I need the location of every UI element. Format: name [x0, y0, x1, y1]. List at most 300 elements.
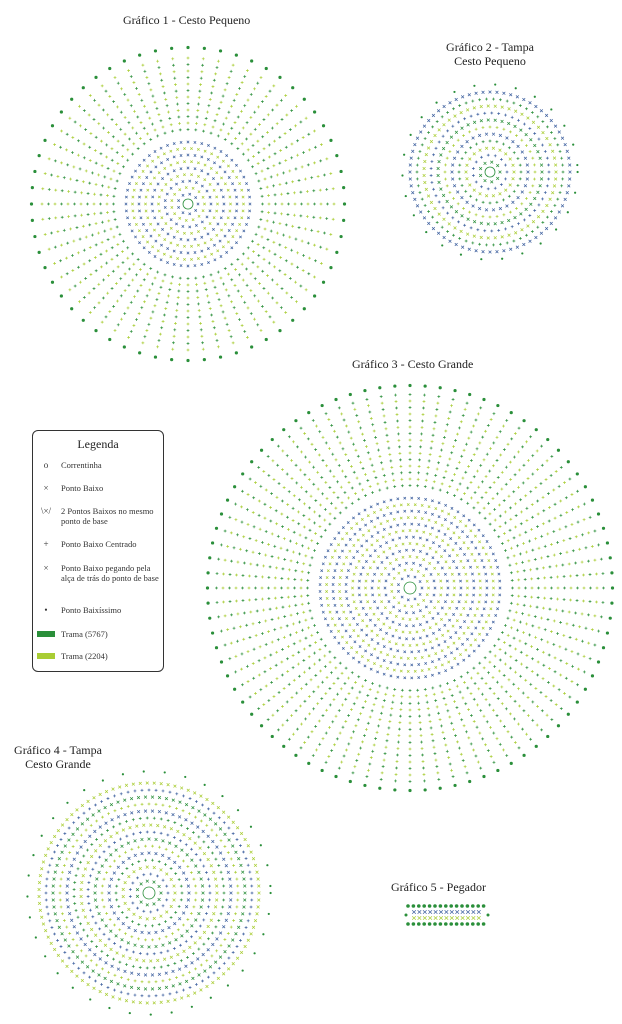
stitch-mark	[61, 932, 64, 935]
stitch-mark	[132, 818, 135, 821]
stitch-mark	[475, 419, 478, 422]
stitch-mark	[79, 168, 82, 171]
stitch-mark	[506, 205, 509, 208]
stitch-mark	[568, 478, 571, 481]
stitch-mark	[392, 479, 395, 482]
stitch-mark	[63, 864, 66, 867]
stitch-mark	[146, 111, 149, 114]
stitch-mark	[534, 537, 537, 540]
stitch-mark	[560, 157, 563, 160]
legend	[32, 430, 164, 672]
slip-stitch-mark	[211, 631, 214, 634]
stitch-mark	[559, 674, 562, 677]
stitch-mark	[456, 467, 459, 470]
stitch-mark	[340, 761, 343, 764]
stitch-mark	[423, 394, 426, 397]
stitch-mark	[531, 185, 534, 188]
stitch-mark	[493, 481, 496, 484]
stitch-mark	[295, 692, 298, 695]
stitch-mark	[141, 945, 144, 948]
stitch-mark	[142, 223, 144, 225]
stitch-mark	[227, 932, 230, 935]
stitch-mark	[114, 329, 117, 332]
stitch-mark	[207, 104, 210, 107]
stitch-mark	[436, 402, 439, 405]
stitch-mark	[519, 177, 522, 180]
stitch-mark	[102, 279, 105, 282]
stitch-mark	[540, 557, 543, 560]
stitch-mark	[548, 171, 551, 174]
stitch-mark	[67, 215, 70, 218]
stitch-mark	[237, 892, 240, 895]
stitch-mark	[412, 536, 414, 538]
stitch-mark	[364, 679, 367, 682]
stitch-mark	[329, 470, 332, 473]
stitch-mark	[481, 480, 484, 483]
stitch-mark	[330, 749, 333, 752]
stitch-mark	[250, 878, 253, 881]
stitch-mark	[360, 601, 362, 603]
stitch-mark	[540, 535, 543, 538]
stitch-mark	[529, 138, 532, 141]
stitch-mark	[223, 203, 225, 205]
stitch-mark	[364, 700, 367, 703]
stitch-mark	[509, 564, 512, 567]
stitch-mark	[203, 203, 205, 205]
stitch-mark	[269, 90, 272, 93]
stitch-mark	[419, 593, 421, 595]
stitch-mark	[101, 321, 104, 324]
slip-stitch-mark	[26, 895, 28, 897]
stitch-mark	[489, 447, 492, 450]
stitch-mark	[61, 216, 64, 219]
stitch-mark	[88, 114, 91, 117]
stitch-mark	[159, 73, 162, 76]
stitch-mark	[550, 131, 553, 134]
stitch-mark	[466, 687, 469, 690]
stitch-mark	[115, 849, 118, 852]
stitch-mark	[146, 880, 149, 883]
stitch-mark	[407, 575, 409, 577]
stitch-mark	[187, 102, 190, 105]
stitch-mark	[236, 203, 238, 205]
stitch-mark	[557, 587, 560, 590]
stitch-mark	[529, 240, 532, 243]
stitch-mark	[274, 577, 277, 580]
stitch-mark	[220, 189, 222, 191]
stitch-mark	[243, 899, 246, 902]
stitch-mark	[252, 144, 255, 147]
stitch-mark	[451, 573, 453, 575]
stitch-mark	[314, 259, 317, 262]
stitch-mark	[68, 912, 71, 915]
stitch-mark	[398, 623, 400, 625]
stitch-mark	[144, 938, 147, 941]
stitch-mark	[86, 935, 89, 938]
stitch-mark	[175, 976, 178, 979]
stitch-mark	[197, 103, 200, 106]
stitch-mark	[520, 202, 523, 205]
stitch-mark	[473, 235, 476, 238]
stitch-mark	[119, 946, 122, 949]
stitch-mark	[263, 118, 266, 121]
stitch-mark	[327, 418, 330, 421]
stitch-mark	[331, 618, 333, 620]
stitch-mark	[142, 824, 145, 827]
slip-stitch-mark	[291, 86, 294, 89]
stitch-mark	[491, 601, 493, 603]
stitch-mark	[374, 436, 377, 439]
slip-stitch-mark	[403, 154, 405, 156]
stitch-mark	[477, 413, 480, 416]
stitch-mark	[46, 906, 49, 909]
stitch-mark	[602, 601, 605, 604]
stitch-mark	[187, 789, 190, 792]
stitch-mark	[171, 275, 174, 278]
stitch-mark	[531, 670, 534, 673]
stitch-mark	[277, 617, 280, 620]
stitch-mark	[146, 903, 149, 906]
stitch-mark	[446, 185, 449, 188]
stitch-mark	[267, 543, 270, 546]
stitch-mark	[168, 926, 171, 929]
stitch-mark	[67, 190, 70, 193]
stitch-mark	[452, 445, 455, 448]
stitch-mark	[521, 228, 524, 231]
stitch-mark	[456, 526, 458, 528]
stitch-mark	[472, 580, 474, 582]
stitch-mark	[140, 883, 143, 886]
stitch-mark	[261, 170, 264, 173]
stitch-mark	[89, 909, 92, 912]
stitch-mark	[436, 706, 439, 709]
stitch-mark	[175, 315, 178, 318]
stitch-mark	[499, 454, 502, 457]
stitch-mark	[423, 780, 426, 783]
stitch-mark	[409, 767, 412, 770]
stitch-mark	[127, 941, 130, 944]
stitch-mark	[452, 613, 454, 615]
stitch-mark	[252, 261, 255, 264]
stitch-mark	[276, 104, 279, 107]
stitch-mark	[209, 222, 211, 224]
stitch-mark	[218, 967, 221, 970]
stitch-mark	[187, 277, 190, 280]
stitch-mark	[299, 285, 302, 288]
stitch-mark	[334, 507, 337, 510]
stitch-mark	[337, 496, 340, 499]
stitch-mark	[271, 109, 274, 112]
stitch-mark	[93, 287, 96, 290]
stitch-mark	[563, 598, 566, 601]
stitch-mark	[361, 655, 363, 657]
stitch-mark	[485, 98, 488, 101]
stitch-mark	[261, 598, 264, 601]
stitch-mark	[134, 929, 137, 932]
stitch-mark	[492, 676, 495, 679]
stitch-mark	[389, 547, 391, 549]
stitch-mark	[267, 597, 270, 600]
stitch-mark	[138, 210, 140, 212]
stitch-mark	[430, 447, 433, 450]
stitch-mark	[382, 408, 385, 411]
stitch-mark	[241, 871, 244, 874]
stitch-mark	[345, 556, 347, 558]
stitch-mark	[456, 685, 459, 688]
stitch-mark	[236, 258, 239, 261]
stitch-mark	[360, 573, 362, 575]
stitch-mark	[216, 234, 218, 236]
stitch-mark	[583, 503, 586, 506]
stitch-mark	[347, 604, 349, 606]
stitch-mark	[173, 885, 176, 888]
stitch-mark	[361, 629, 363, 631]
stitch-mark	[277, 638, 280, 641]
stitch-mark	[170, 878, 173, 881]
stitch-mark	[382, 536, 384, 538]
slip-stitch-mark	[471, 904, 475, 908]
stitch-mark	[88, 146, 91, 149]
stitch-mark	[453, 494, 456, 497]
stitch-mark	[41, 187, 44, 190]
stitch-mark	[218, 298, 221, 301]
stitch-mark	[248, 599, 251, 602]
stitch-mark	[170, 827, 173, 830]
stitch-mark	[577, 505, 580, 508]
stitch-mark	[273, 695, 276, 698]
stitch-mark	[489, 651, 492, 654]
stitch-mark	[105, 262, 108, 265]
stitch-mark	[552, 643, 555, 646]
stitch-mark	[496, 459, 499, 462]
stitch-mark	[432, 434, 435, 437]
stitch-mark	[482, 126, 485, 129]
stitch-mark	[269, 667, 272, 670]
stitch-mark	[371, 464, 374, 467]
slip-stitch-mark	[339, 235, 342, 238]
stitch-mark	[392, 539, 394, 541]
stitch-mark	[574, 562, 577, 565]
magic-ring-icon	[143, 887, 155, 899]
stitch-mark	[402, 543, 404, 545]
stitch-mark	[136, 895, 139, 898]
stitch-mark	[471, 573, 473, 575]
stitch-mark	[179, 982, 182, 985]
stitch-mark	[59, 259, 62, 262]
stitch-mark	[449, 240, 452, 243]
stitch-mark	[173, 70, 176, 73]
stitch-mark	[174, 892, 177, 895]
stitch-mark	[354, 641, 356, 643]
stitch-mark	[113, 195, 116, 198]
stitch-mark	[437, 612, 439, 614]
stitch-mark	[135, 318, 138, 321]
stitch-mark	[160, 326, 163, 329]
slip-stitch-mark	[363, 389, 366, 392]
stitch-mark	[151, 160, 153, 162]
stitch-mark	[233, 546, 236, 549]
stitch-mark	[94, 980, 97, 983]
stitch-mark	[272, 184, 275, 187]
stitch-mark	[84, 943, 87, 946]
slip-stitch-mark	[262, 933, 264, 935]
stitch-mark	[226, 82, 229, 85]
stitch-mark	[388, 600, 390, 602]
stitch-mark	[166, 158, 168, 160]
stitch-mark	[56, 844, 59, 847]
stitch-mark	[423, 531, 425, 533]
stitch-mark	[529, 490, 532, 493]
stitch-mark	[569, 575, 572, 578]
stitch-mark	[273, 478, 276, 481]
stitch-mark	[68, 827, 71, 830]
stitch-mark	[512, 140, 515, 143]
stitch-mark	[379, 545, 381, 547]
stitch-mark	[225, 251, 227, 253]
stitch-mark	[425, 188, 428, 191]
stitch-mark	[334, 569, 336, 571]
stitch-mark	[396, 413, 399, 416]
stitch-mark	[324, 529, 327, 532]
stitch-mark	[172, 970, 175, 973]
stitch-mark	[441, 664, 443, 666]
stitch-mark	[95, 136, 98, 139]
stitch-mark	[308, 712, 311, 715]
stitch-mark	[556, 598, 559, 601]
stitch-mark	[311, 443, 314, 446]
stitch-mark	[66, 965, 69, 968]
slip-stitch-mark	[204, 784, 206, 786]
stitch-mark	[304, 228, 307, 231]
stitch-mark	[125, 999, 128, 1002]
stitch-mark	[460, 614, 462, 616]
stitch-mark	[222, 601, 225, 604]
stitch-mark	[233, 306, 236, 309]
stitch-mark	[515, 514, 518, 517]
stitch-mark	[95, 269, 98, 272]
stitch-mark	[550, 576, 553, 579]
stitch-mark	[288, 170, 291, 173]
stitch-mark	[499, 720, 502, 723]
stitch-mark	[558, 485, 561, 488]
stitch-mark	[496, 714, 499, 717]
stitch-mark	[151, 283, 154, 286]
stitch-mark	[133, 913, 136, 916]
slip-stitch-mark	[89, 998, 91, 1000]
stitch-mark	[463, 449, 466, 452]
slip-stitch-mark	[154, 49, 157, 52]
stitch-mark	[356, 550, 358, 552]
stitch-mark	[397, 590, 399, 592]
stitch-mark	[492, 208, 495, 211]
stitch-mark	[502, 199, 505, 202]
stitch-mark	[571, 508, 574, 511]
stitch-mark	[212, 228, 214, 230]
stitch-mark	[252, 496, 255, 499]
stitch-mark	[507, 617, 510, 620]
stitch-mark	[227, 165, 229, 167]
stitch-mark	[314, 674, 317, 677]
stitch-mark	[261, 305, 264, 308]
stitch-mark	[416, 164, 419, 167]
stitch-mark	[173, 922, 176, 925]
stitch-mark	[451, 479, 454, 482]
stitch-mark	[555, 171, 558, 174]
stitch-mark	[108, 845, 111, 848]
stitch-mark	[485, 682, 488, 685]
stitch-mark	[450, 910, 454, 914]
stitch-mark	[541, 144, 544, 147]
stitch-mark	[171, 199, 173, 201]
stitch-mark	[370, 520, 372, 522]
stitch-mark	[574, 612, 577, 615]
stitch-mark	[404, 605, 406, 607]
slip-stitch-mark	[611, 586, 614, 589]
stitch-mark	[474, 491, 477, 494]
stitch-mark	[103, 933, 106, 936]
stitch-mark	[144, 924, 147, 927]
stitch-mark	[334, 550, 336, 552]
stitch-mark	[183, 232, 185, 234]
stitch-mark	[531, 157, 534, 160]
stitch-mark	[511, 225, 514, 228]
stitch-mark	[436, 772, 439, 775]
stitch-mark	[409, 555, 411, 557]
stitch-mark	[93, 212, 96, 215]
stitch-mark	[112, 958, 115, 961]
stitch-mark	[249, 611, 252, 614]
stitch-mark	[122, 144, 125, 147]
stitch-mark	[477, 687, 480, 690]
stitch-mark	[577, 521, 580, 524]
stitch-mark	[275, 651, 278, 654]
stitch-mark	[47, 913, 50, 916]
stitch-mark	[155, 838, 158, 841]
stitch-mark	[101, 899, 104, 902]
stitch-mark	[493, 761, 496, 764]
stitch-mark	[542, 677, 545, 680]
stitch-mark	[416, 137, 419, 140]
stitch-mark	[452, 107, 455, 110]
stitch-mark	[61, 189, 64, 192]
stitch-mark	[466, 916, 470, 920]
stitch-mark	[79, 922, 82, 925]
stitch-mark	[285, 182, 288, 185]
stitch-mark	[428, 611, 430, 613]
stitch-mark	[165, 972, 168, 975]
stitch-mark	[456, 433, 459, 436]
stitch-mark	[284, 273, 287, 276]
stitch-mark	[441, 650, 443, 652]
stitch-mark	[368, 644, 370, 646]
stitch-mark	[500, 488, 503, 491]
stitch-mark	[264, 554, 267, 557]
chart-2-title-line1: Gráfico 2 - Tampa	[446, 40, 534, 54]
slip-stitch-mark	[349, 780, 352, 783]
stitch-mark	[462, 477, 465, 480]
stitch-mark	[492, 587, 494, 589]
stitch-mark	[483, 458, 486, 461]
stitch-mark	[303, 502, 306, 505]
stitch-mark	[163, 253, 165, 255]
stitch-mark	[165, 811, 168, 814]
slip-stitch-mark	[83, 789, 85, 791]
stitch-mark	[83, 249, 86, 252]
stitch-mark	[211, 802, 214, 805]
stitch-mark	[333, 682, 336, 685]
stitch-mark	[60, 203, 63, 206]
stitch-mark	[203, 852, 206, 855]
